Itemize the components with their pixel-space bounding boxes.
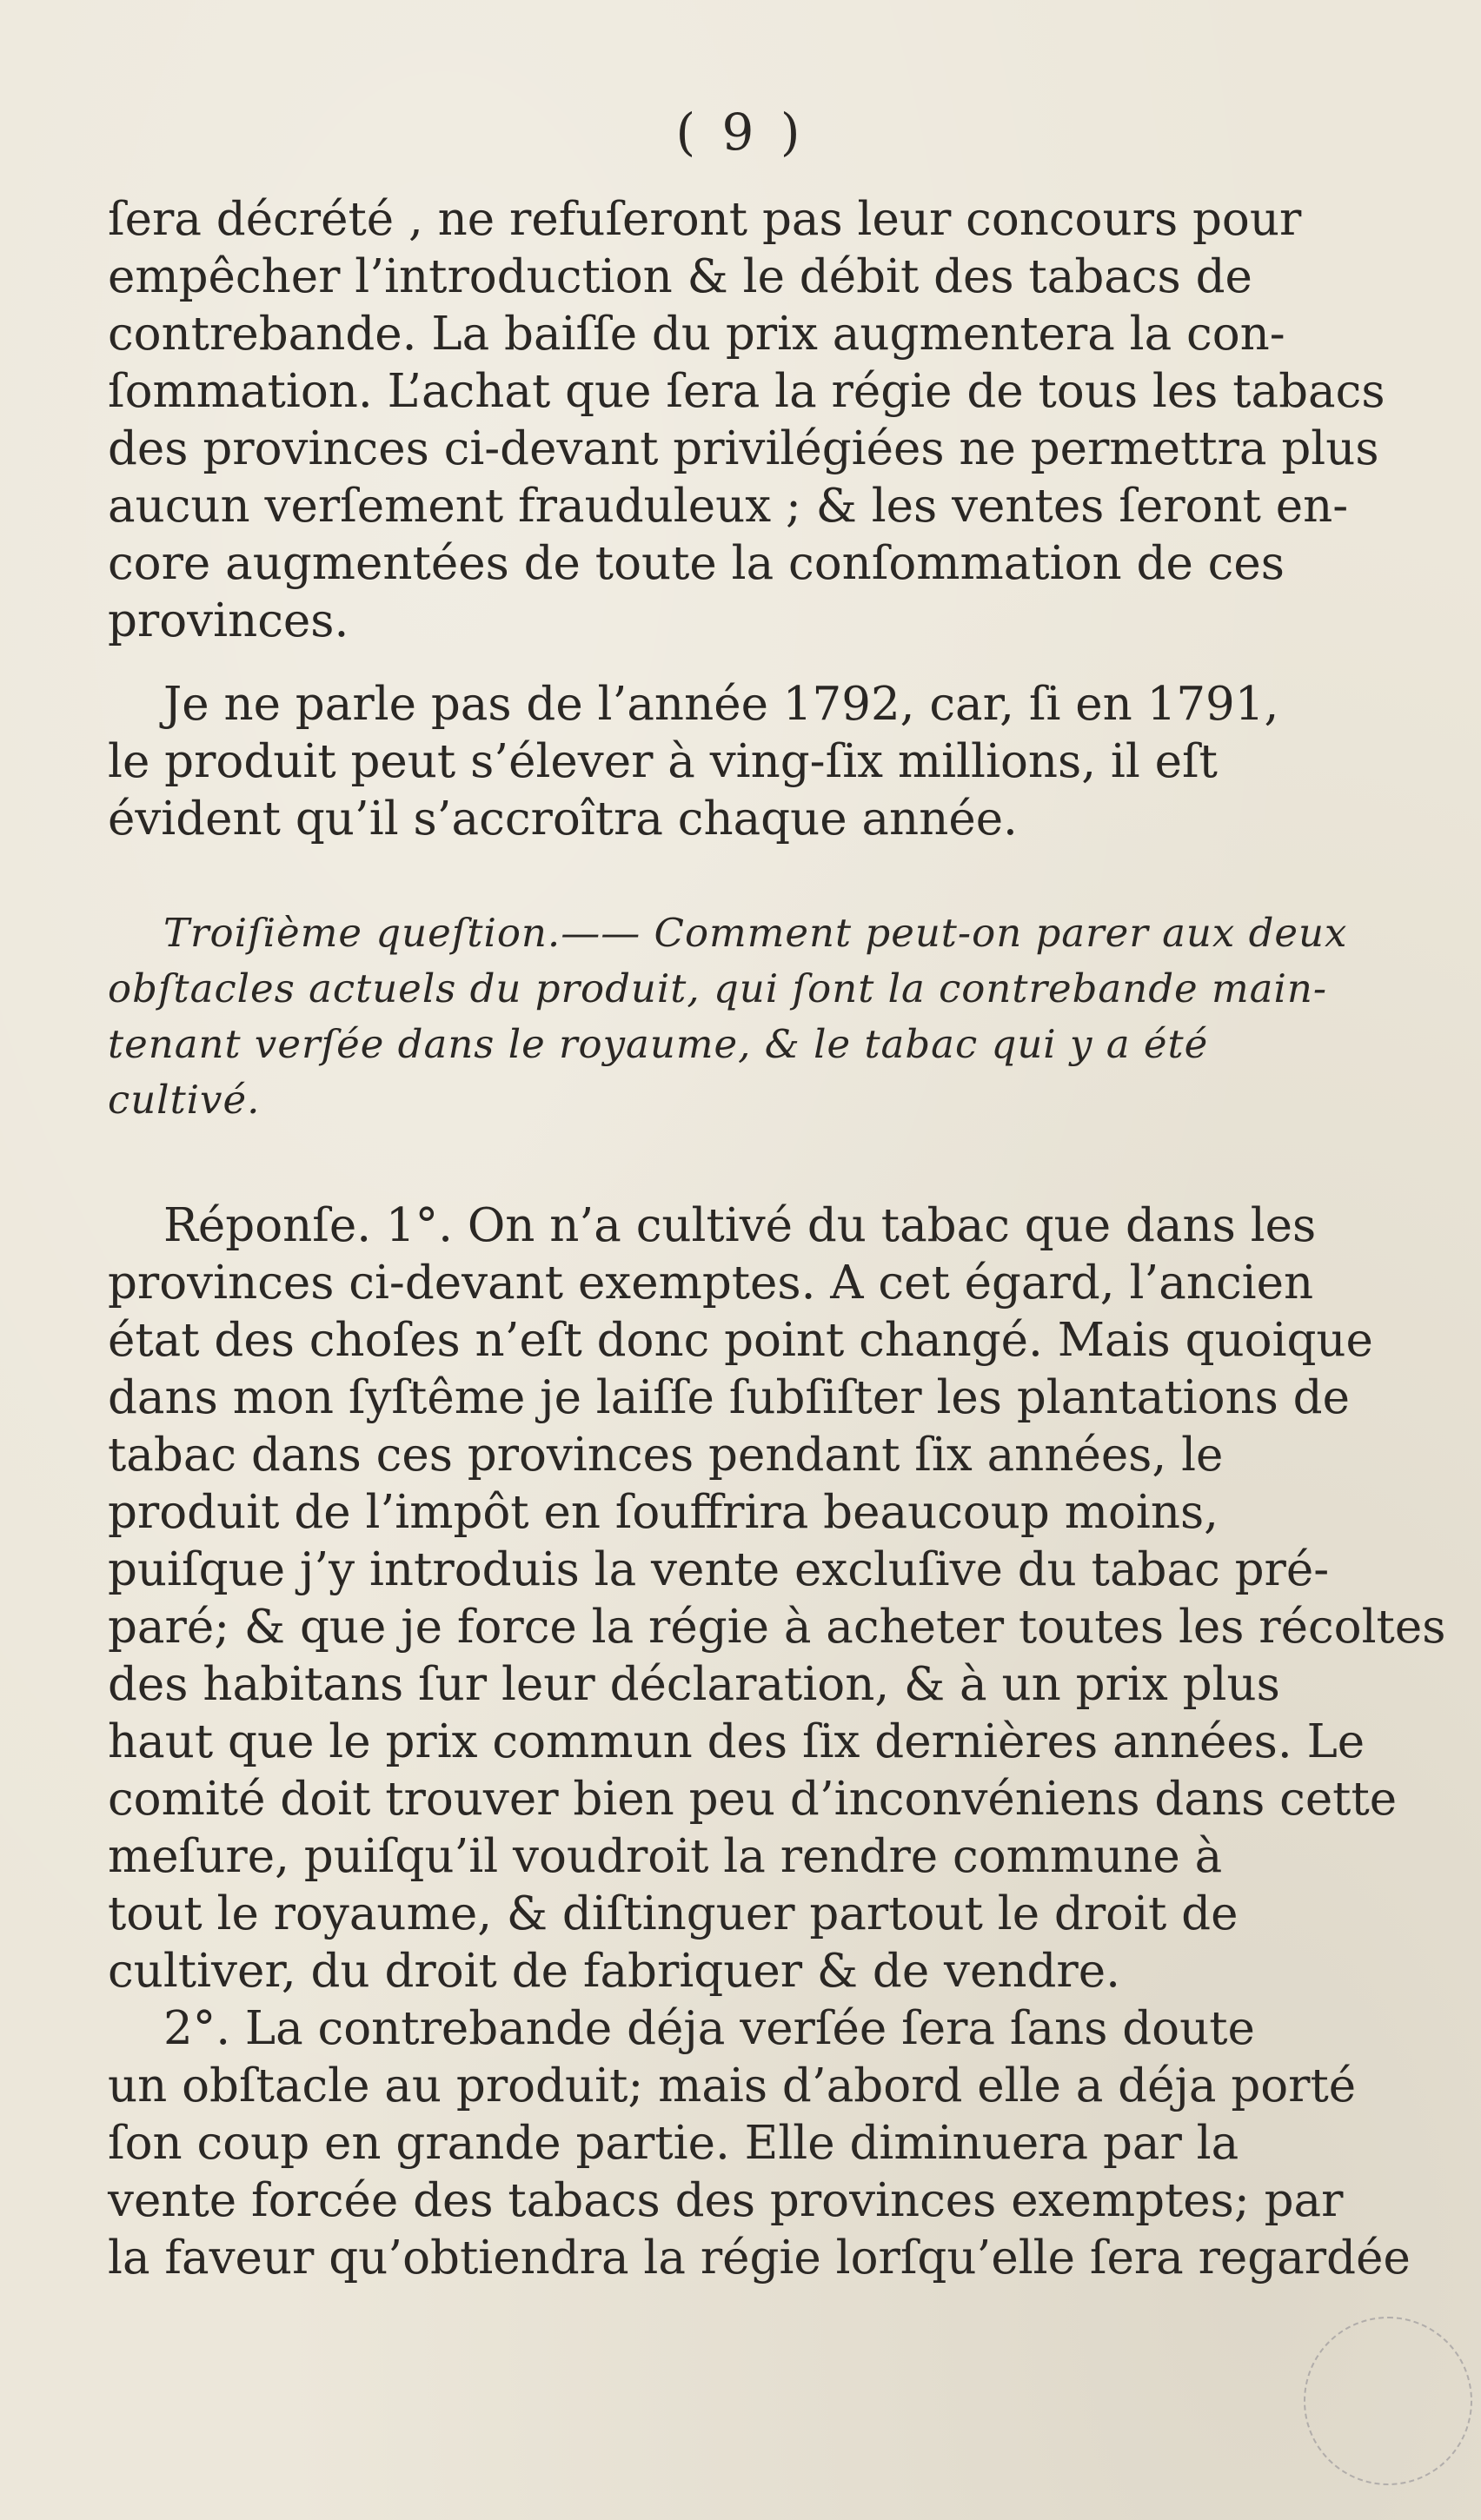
text-line: provinces.: [108, 594, 349, 647]
text-line: vente forcée des tabacs des provinces exemptes; par: [108, 2174, 1344, 2227]
text-line: des habitans ſur leur déclaration, & à un prix plus: [108, 1658, 1280, 1711]
text-line: un obſtacle au produit; mais d’abord elle a déja porté: [108, 2059, 1357, 2112]
text-line: haut que le prix commun des ſix dernières années. Le: [108, 1715, 1365, 1768]
text-line: comité doit trouver bien peu d’inconvéniens dans cette: [108, 1773, 1398, 1826]
text-line: évident qu’il s’accroîtra chaque année.: [108, 792, 1018, 846]
text-line: ſommation. L’achat que ſera la régie de tous les tabacs: [108, 365, 1385, 418]
text-line: meſure, puiſqu’il voudroit la rendre commune à: [108, 1830, 1223, 1883]
third-question: [108, 905, 1394, 1128]
text-line: tout le royaume, & diſtinguer partout le droit de: [108, 1887, 1239, 1940]
paragraph-1: [108, 191, 1394, 650]
text-line: Je ne parle pas de l’année 1792, car, ſi en 1791,: [163, 678, 1279, 731]
text-line: puiſque j’y introduis la vente excluſive du tabac pré-: [108, 1543, 1330, 1596]
text-line: 2°. La contrebande déja verſée ſera ſans doute: [163, 2002, 1255, 2055]
text-line: contrebande. La baiſſe du prix augmentera la con-: [108, 308, 1285, 361]
text-line: paré; & que je force la régie à acheter toutes les récoltes: [108, 1601, 1446, 1654]
text-line: le produit peut s’élever à ving-ſix millions, il eſt: [108, 735, 1218, 788]
text-line: core augmentées de toute la conſommation de ces: [108, 537, 1285, 590]
text-line: empêcher l’introduction & le débit des tabacs de: [108, 250, 1252, 303]
question-line: obſtacles actuels du produit, qui ſont la contrebande main-: [108, 965, 1328, 1011]
page-number: ( 9 ): [675, 103, 806, 162]
text-line: provinces ci-devant exemptes. A cet égard, l’ancien: [108, 1257, 1314, 1310]
text-line: la faveur qu’obtiendra la régie lorſqu’elle ſera regardée: [108, 2232, 1411, 2285]
question-line: Troiſième queſtion.—— Comment peut-on parer aux deux: [163, 910, 1348, 956]
text-line: tabac dans ces provinces pendant ſix années, le: [108, 1429, 1224, 1482]
text-line: cultiver, du droit de fabriquer & de vendre.: [108, 1945, 1120, 1998]
text-line: Réponſe. 1°. On n’a cultivé du tabac que dans les: [163, 1199, 1317, 1252]
text-line: dans mon ſyſtême je laiſſe ſubſiſter les plantations de: [108, 1371, 1350, 1424]
text-line: ſera décrété , ne refuſeront pas leur concours pour: [108, 193, 1302, 246]
text-line: produit de l’impôt en ſouffrira beaucoup moins,: [108, 1486, 1219, 1539]
text-line: état des choſes n’eſt donc point changé. Mais quoique: [108, 1314, 1373, 1367]
question-line: cultivé.: [108, 1077, 261, 1123]
question-line: tenant verſée dans le royaume, & le tabac qui y a été: [108, 1021, 1209, 1067]
text-line: des provinces ci-devant privilégiées ne permettra plus: [108, 422, 1379, 475]
text-line: ſon coup en grande partie. Elle diminuera par la: [108, 2117, 1239, 2170]
response-paragraph-1: [108, 1197, 1446, 2287]
paragraph-2: [108, 676, 1394, 848]
text-line: aucun verſement frauduleux ; & les ventes ſeront en-: [108, 480, 1349, 533]
library-stamp-icon: [1304, 2317, 1472, 2485]
